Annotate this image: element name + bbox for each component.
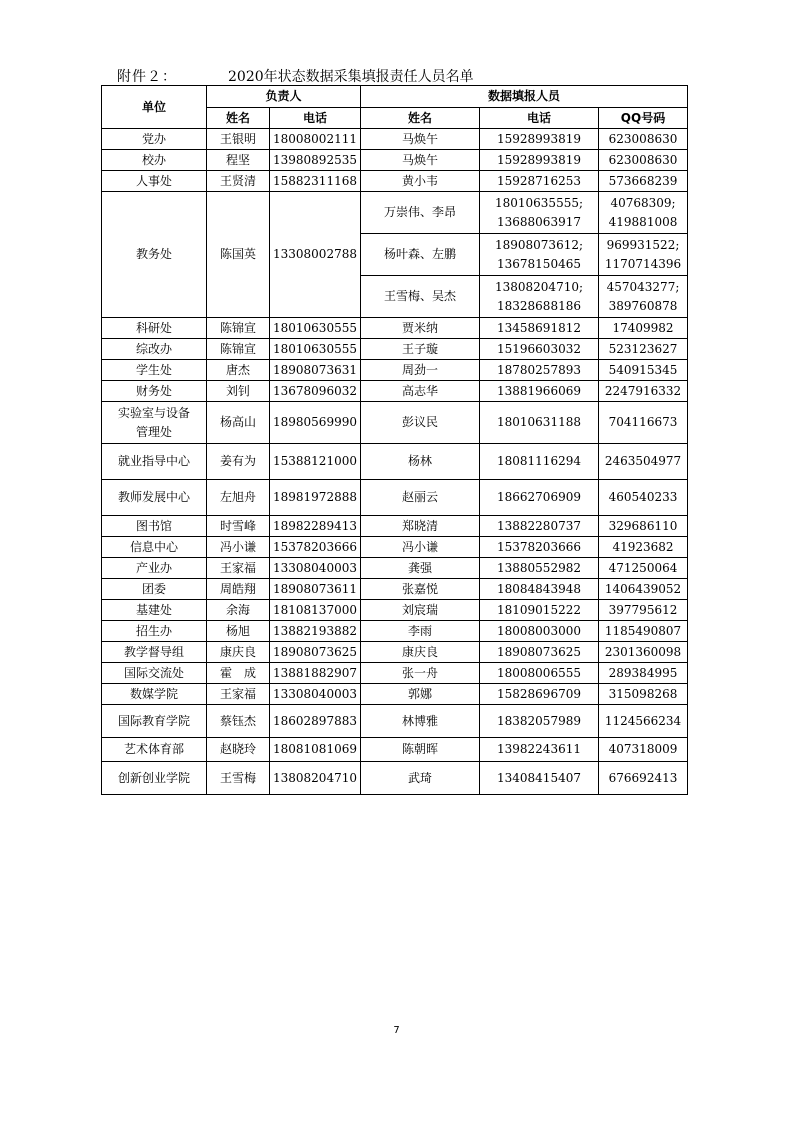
unit-cell: 人事处 [102,171,207,192]
unit-cell: 财务处 [102,381,207,402]
fill-phone-cell: 18109015222 [480,600,599,621]
phone-line: 18328688186 [497,298,581,313]
fill-phone-cell [480,192,599,234]
header-responsible: 负责人 [207,86,361,108]
qq-cell [599,276,688,318]
qq-cell: 676692413 [599,762,688,795]
phone-line: 18010635555; [494,195,584,210]
qq-cell: 1185490807 [599,621,688,642]
phone-line: 13688063917 [497,214,581,229]
fill-name-cell: 龚强 [361,558,480,579]
qq-cell: 523123627 [599,339,688,360]
phone-line: 18908073612; [494,237,584,252]
resp-name-cell: 杨旭 [207,621,270,642]
fill-name-cell: 周劲一 [361,360,480,381]
qq-cell: 315098268 [599,684,688,705]
fill-phone-cell: 18010631188 [480,402,599,444]
fill-name-cell: 武琦 [361,762,480,795]
unit-cell: 信息中心 [102,537,207,558]
fill-name-cell: 贾米纳 [361,318,480,339]
fill-name-cell: 李雨 [361,621,480,642]
fill-name-cell: 高志华 [361,381,480,402]
fill-name-cell: 刘宸瑞 [361,600,480,621]
unit-cell: 国际交流处 [102,663,207,684]
header-row-1 [102,86,688,108]
header-fill-name: 姓名 [361,108,480,129]
table-row [102,150,688,171]
fill-phone-cell: 13880552982 [480,558,599,579]
qq-cell: 623008630 [599,129,688,150]
fill-name-cell: 康庆良 [361,642,480,663]
fill-name-cell: 王子璇 [361,339,480,360]
resp-name-cell: 唐杰 [207,360,270,381]
fill-phone-cell: 15928993819 [480,150,599,171]
fill-phone-cell: 18008006555 [480,663,599,684]
unit-cell: 就业指导中心 [102,444,207,480]
fill-name-cell: 张嘉悦 [361,579,480,600]
unit-cell: 国际教育学院 [102,705,207,738]
resp-phone-cell: 18010630555 [270,318,361,339]
fill-phone-cell: 13458691812 [480,318,599,339]
qq-cell: 17409982 [599,318,688,339]
resp-phone-cell: 15388121000 [270,444,361,480]
qq-cell: 2301360098 [599,642,688,663]
header-filler: 数据填报人员 [361,86,688,108]
table-row [102,171,688,192]
table-row [102,684,688,705]
table-row [102,738,688,762]
resp-name-cell: 陈国英 [207,192,270,318]
fill-name-cell: 林博雅 [361,705,480,738]
header-fill-qq: QQ号码 [599,108,688,129]
unit-cell: 教学督导组 [102,642,207,663]
fill-name-cell: 张一舟 [361,663,480,684]
resp-name-cell: 冯小谦 [207,537,270,558]
fill-phone-cell: 18008003000 [480,621,599,642]
fill-name-cell: 杨林 [361,444,480,480]
qq-cell: 2247916332 [599,381,688,402]
fill-name-cell: 冯小谦 [361,537,480,558]
table-row [102,339,688,360]
unit-line: 实验室与设备 [117,405,190,420]
resp-phone-cell: 18982289413 [270,516,361,537]
unit-cell: 团委 [102,579,207,600]
resp-phone-cell: 13308040003 [270,558,361,579]
qq-line: 389760878 [608,298,678,313]
header-resp-phone: 电话 [270,108,361,129]
fill-name-cell: 万崇伟、李昂 [361,192,480,234]
table-row [102,558,688,579]
qq-cell: 573668239 [599,171,688,192]
table-row [102,480,688,516]
unit-cell: 学生处 [102,360,207,381]
resp-name-cell: 杨高山 [207,402,270,444]
fill-phone-cell: 13982243611 [480,738,599,762]
qq-cell: 329686110 [599,516,688,537]
qq-line: 419881008 [608,214,678,229]
qq-line: 40768309; [610,195,676,210]
resp-phone-cell: 13308002788 [270,192,361,318]
qq-cell: 41923682 [599,537,688,558]
qq-cell: 623008630 [599,150,688,171]
resp-phone-cell: 18008002111 [270,129,361,150]
qq-cell: 289384995 [599,663,688,684]
unit-cell: 艺术体育部 [102,738,207,762]
unit-cell: 科研处 [102,318,207,339]
fill-phone-cell: 15378203666 [480,537,599,558]
resp-phone-cell: 13882193882 [270,621,361,642]
unit-cell: 综改办 [102,339,207,360]
resp-phone-cell: 18908073625 [270,642,361,663]
phone-line: 13678150465 [497,256,581,271]
resp-phone-cell: 13881882907 [270,663,361,684]
fill-name-cell: 杨叶森、左鹏 [361,234,480,276]
unit-cell: 基建处 [102,600,207,621]
fill-phone-cell: 15928716253 [480,171,599,192]
header-resp-name: 姓名 [207,108,270,129]
qq-cell: 460540233 [599,480,688,516]
page-number: 7 [393,1025,400,1036]
fill-phone-cell: 15196603032 [480,339,599,360]
unit-cell: 数媒学院 [102,684,207,705]
unit-cell: 党办 [102,129,207,150]
qq-cell: 704116673 [599,402,688,444]
fill-phone-cell: 18780257893 [480,360,599,381]
table-row [102,360,688,381]
qq-cell: 2463504977 [599,444,688,480]
table-row [102,642,688,663]
fill-name-cell: 彭议民 [361,402,480,444]
document-title: 2020年状态数据采集填报责任人员名单 [228,69,474,85]
fill-name-cell: 马焕午 [361,129,480,150]
fill-phone-cell: 13882280737 [480,516,599,537]
resp-name-cell: 陈锦宣 [207,339,270,360]
table-row [102,621,688,642]
resp-phone-cell: 13980892535 [270,150,361,171]
qq-cell: 540915345 [599,360,688,381]
fill-phone-cell [480,276,599,318]
resp-phone-cell: 13808204710 [270,762,361,795]
resp-phone-cell: 18981972888 [270,480,361,516]
qq-cell: 471250064 [599,558,688,579]
resp-phone-cell: 18081081069 [270,738,361,762]
fill-phone-cell [480,234,599,276]
fill-name-cell: 郭娜 [361,684,480,705]
unit-cell: 校办 [102,150,207,171]
table-row [102,381,688,402]
qq-cell: 397795612 [599,600,688,621]
qq-line: 1170714396 [604,256,682,271]
fill-name-cell: 马焕午 [361,150,480,171]
fill-phone-cell: 18081116294 [480,444,599,480]
responsibility-table [101,85,688,795]
qq-cell: 407318009 [599,738,688,762]
attachment-label: 附件２： [117,69,177,85]
resp-name-cell: 时雪峰 [207,516,270,537]
fill-phone-cell: 18382057989 [480,705,599,738]
resp-name-cell: 周皓翔 [207,579,270,600]
fill-name-cell: 王雪梅、吴杰 [361,276,480,318]
table-row [102,600,688,621]
resp-name-cell: 康庆良 [207,642,270,663]
table-row [102,762,688,795]
fill-name-cell: 陈朝晖 [361,738,480,762]
resp-phone-cell: 18010630555 [270,339,361,360]
table-row [102,705,688,738]
resp-name-cell: 蔡钰杰 [207,705,270,738]
resp-name-cell: 刘钊 [207,381,270,402]
table-row [102,129,688,150]
resp-phone-cell: 18908073611 [270,579,361,600]
resp-name-cell: 左旭舟 [207,480,270,516]
resp-name-cell: 余海 [207,600,270,621]
qq-cell [599,192,688,234]
unit-cell: 图书馆 [102,516,207,537]
resp-name-cell: 王雪梅 [207,762,270,795]
resp-name-cell: 王家福 [207,558,270,579]
unit-cell: 教师发展中心 [102,480,207,516]
resp-phone-cell: 15378203666 [270,537,361,558]
table-row [102,402,688,444]
qq-line: 457043277; [606,279,680,294]
header-fill-phone: 电话 [480,108,599,129]
resp-name-cell: 王银明 [207,129,270,150]
phone-line: 13808204710; [494,279,584,294]
table-row [102,516,688,537]
resp-name-cell: 赵晓玲 [207,738,270,762]
unit-cell: 招生办 [102,621,207,642]
resp-name-cell: 王贤清 [207,171,270,192]
resp-phone-cell: 18602897883 [270,705,361,738]
fill-phone-cell: 18084843948 [480,579,599,600]
header-unit: 单位 [102,86,207,129]
resp-phone-cell: 15882311168 [270,171,361,192]
unit-cell [102,402,207,444]
resp-phone-cell: 13308040003 [270,684,361,705]
fill-phone-cell: 18908073625 [480,642,599,663]
unit-cell: 产业办 [102,558,207,579]
unit-cell: 教务处 [102,192,207,318]
resp-name-cell: 姜有为 [207,444,270,480]
fill-name-cell: 郑晓清 [361,516,480,537]
table-row [102,444,688,480]
fill-phone-cell: 13881966069 [480,381,599,402]
qq-cell [599,234,688,276]
fill-phone-cell: 18662706909 [480,480,599,516]
table-row [102,579,688,600]
table-row [102,318,688,339]
resp-phone-cell: 18908073631 [270,360,361,381]
resp-name-cell: 程坚 [207,150,270,171]
fill-phone-cell: 15928993819 [480,129,599,150]
resp-name-cell: 霍 成 [207,663,270,684]
resp-name-cell: 陈锦宣 [207,318,270,339]
resp-name-cell: 王家福 [207,684,270,705]
page-title [0,62,793,84]
resp-phone-cell: 13678096032 [270,381,361,402]
qq-line: 969931522; [606,237,680,252]
unit-cell: 创新创业学院 [102,762,207,795]
table-row [102,537,688,558]
resp-phone-cell: 18980569990 [270,402,361,444]
qq-cell: 1124566234 [599,705,688,738]
table-row [102,192,688,234]
fill-name-cell: 黄小韦 [361,171,480,192]
fill-name-cell: 赵丽云 [361,480,480,516]
resp-phone-cell: 18108137000 [270,600,361,621]
qq-cell: 1406439052 [599,579,688,600]
fill-phone-cell: 13408415407 [480,762,599,795]
fill-phone-cell: 15828696709 [480,684,599,705]
unit-line: 管理处 [135,424,172,439]
table-row [102,663,688,684]
